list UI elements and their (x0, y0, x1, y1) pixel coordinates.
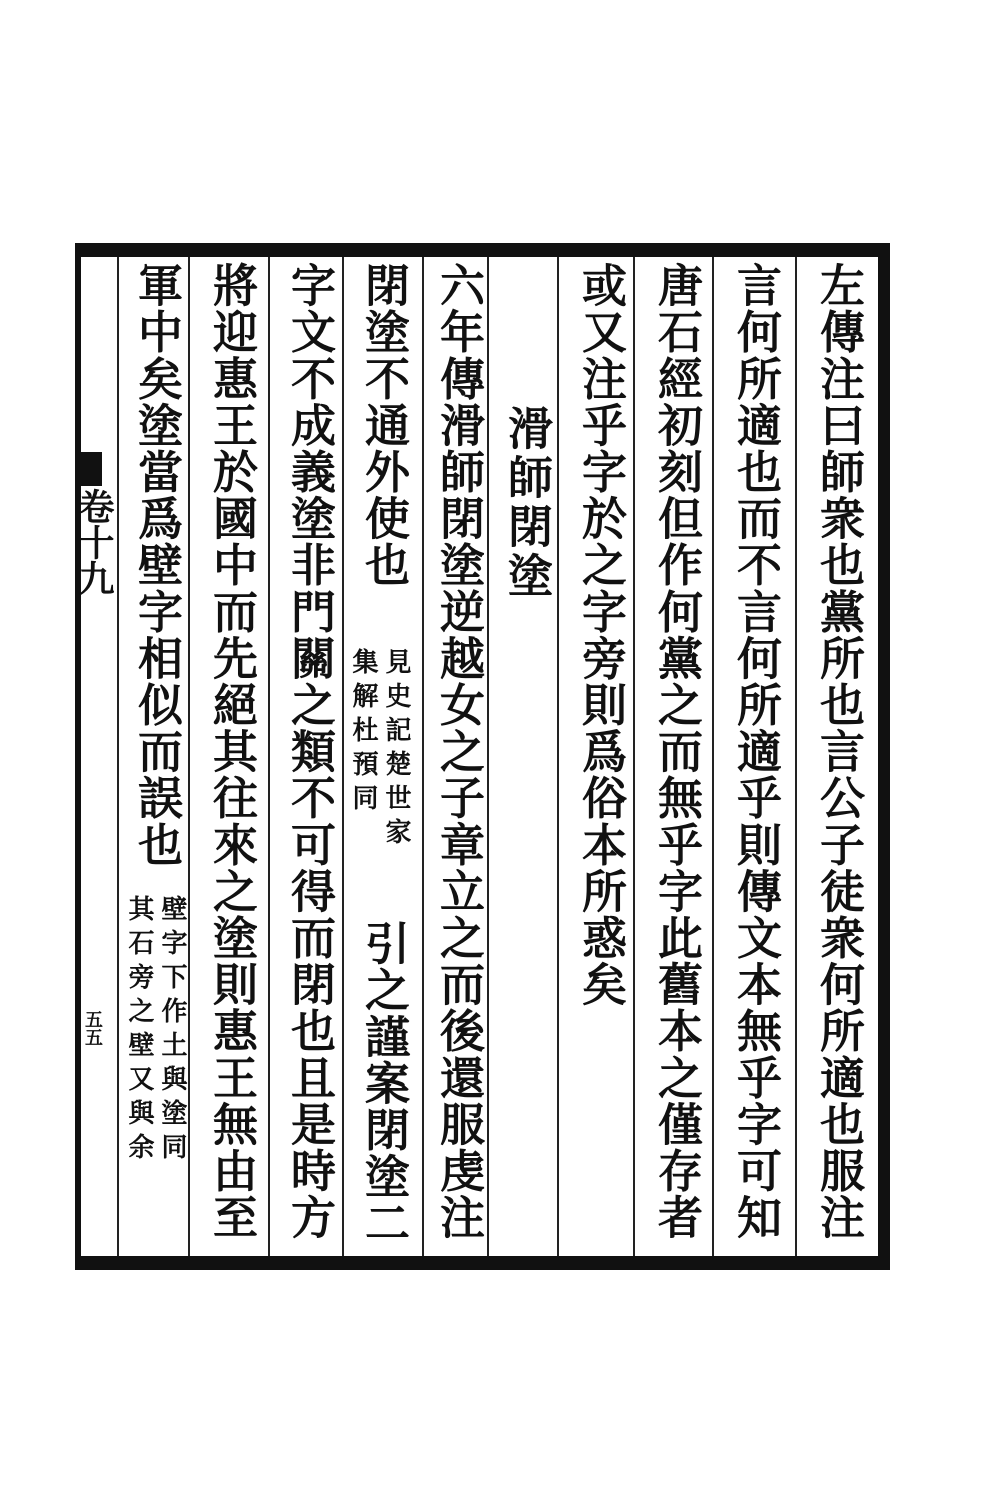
fold-volume-title: 卷十九 (73, 488, 115, 596)
frame-left-border (75, 243, 81, 1270)
inline-note-col6 (344, 648, 412, 852)
inline-note-line: 其石旁之壁又與余 (124, 895, 154, 1167)
inline-note-col9 (120, 895, 188, 1167)
column-rule (487, 257, 489, 1256)
text-column-9: 軍中矣塗當爲壁字相似而誤也 (130, 262, 183, 868)
text-column-6-tail: 引之謹案閉塗二 (357, 920, 410, 1247)
text-column-8: 將迎惠王於國中而先絕其往來之塗則惠王無由至 (205, 262, 258, 1241)
text-column-2: 言何所適也而不言何所適乎則傳文本無乎字可知 (729, 262, 782, 1241)
inline-note-line: 集解杜預同 (348, 648, 378, 818)
column-rule (117, 257, 119, 1256)
column-rule (633, 257, 635, 1256)
column-rule (557, 257, 559, 1256)
text-column-4: 或又注乎字於之字旁則爲俗本所惑矣 (574, 262, 627, 1008)
fold-marker-block (80, 452, 102, 486)
text-column-6: 閉塗不通外使也 (357, 262, 410, 589)
inline-note-line: 壁字下作土與塗同 (157, 895, 187, 1167)
frame-bottom-border (75, 1256, 890, 1270)
text-column-3: 唐石經初刻但作何黨之而無乎字此舊本之僅存者 (650, 262, 703, 1241)
column-rule (795, 257, 797, 1256)
text-column-7: 字文不成義塗非門關之類不可得而閉也且是時方 (283, 262, 336, 1241)
fold-page-number: 五五 (82, 1010, 103, 1046)
column-rule (422, 257, 424, 1256)
inline-note-line: 見史記楚世家 (381, 648, 411, 852)
text-column-1: 左傳注曰師衆也黨所也言公子徒衆何所適也服注 (812, 262, 865, 1241)
column-rule (268, 257, 270, 1256)
frame-right-border (878, 243, 890, 1270)
section-heading: 滑師閉塗 (500, 405, 553, 601)
column-rule (712, 257, 714, 1256)
column-rule (188, 257, 190, 1256)
text-column-5: 六年傳滑師閉塗逆越女之子章立之而後還服虔注 (432, 262, 485, 1241)
frame-top-border (75, 243, 890, 257)
